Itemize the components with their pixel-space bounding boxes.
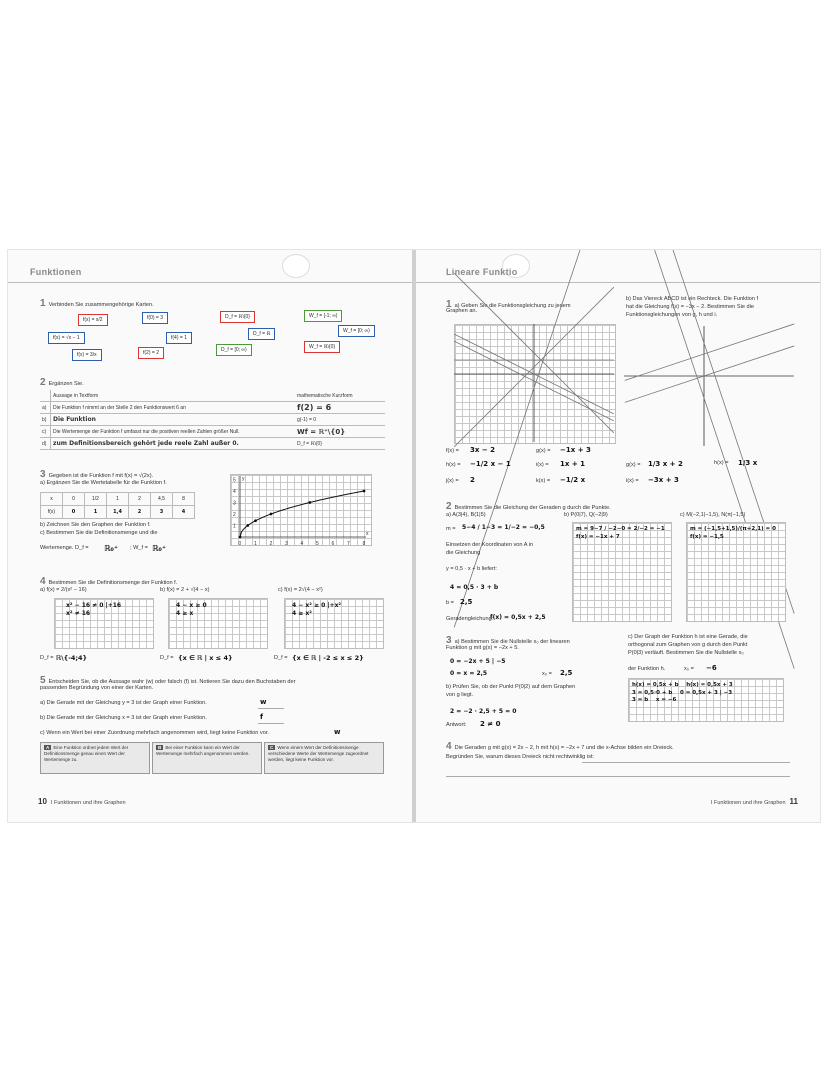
ex5-b: b) Die Gerade mit der Gleichung x = 3 ist der Graph einer Funktion.	[40, 715, 207, 721]
card: f(4) = 1	[166, 332, 192, 344]
eq-value: 2	[470, 476, 475, 484]
page-title: Lineare Funktio	[446, 267, 518, 277]
option-card-a: A Eine Funktion ordnet jedem Wert der Definitionsmenge genau einen Wert der Wertemenge zu.	[40, 742, 150, 774]
x-tick-label: 1	[254, 541, 257, 547]
gerade-value: f(x) = 0,5x + 2,5	[490, 614, 546, 621]
card: f(x) = √x − 1	[48, 332, 85, 344]
y-tick-label: 4	[233, 489, 236, 495]
col-header: Aussage in Textform	[51, 390, 296, 402]
y-tick-label: 1	[233, 523, 236, 530]
left-footer: 10 I Funktionen und ihre Graphen	[38, 797, 126, 806]
table-header	[40, 390, 385, 402]
card: W_f = ℝ\{0}	[304, 341, 340, 353]
y-tick-label: 5	[233, 477, 236, 484]
r-ex1-a2: Graphen an.	[446, 308, 478, 314]
card: f(0) = 3	[142, 312, 168, 324]
work-c: h(x) = 0,5x + b h(x) = 0,5x + 3 3 = 0,5·0 + b 0 = 0,5x + 3 | −3 3 = b x = −6	[632, 682, 733, 704]
eq-label: i(x) =	[626, 478, 639, 484]
r-ex2-a: a) A(3|4), B(1|5)	[446, 512, 486, 518]
m-label: m =	[446, 526, 456, 532]
antwort-value: 2 ≠ 0	[480, 720, 501, 728]
eq-value: −1/2 x	[560, 476, 586, 484]
x-tick-label: 0	[238, 541, 242, 547]
card: f(2) = 2	[138, 347, 164, 359]
x-tick-label: 6	[331, 541, 335, 547]
b-value: 2,5	[460, 598, 473, 606]
df-result: ℝ\{-4;4}	[56, 654, 88, 662]
r-ex2-instruction: 2 Bestimmen Sie die Gleichung der Geraden g durch die Punkte.	[446, 501, 611, 512]
eq-label: i(x) =	[536, 462, 549, 468]
ex5-line1: 5 Entscheiden Sie, ob die Aussage wahr (w) oder falsch (f) ist. Notieren Sie dazu den Buchstaben der	[40, 675, 296, 686]
r-ex3-a2: Funktion g mit g(x) = −2x + 5.	[446, 645, 519, 651]
eq-label: k(x) =	[536, 478, 551, 484]
table-row: d) zum Definitionsbereich gehört jede reele Zahl außer 0. D_f = ℝ\{0}	[40, 438, 385, 450]
eq-label: h(x) =	[714, 460, 729, 466]
card: f(x) = x/2	[78, 314, 108, 326]
c-x0-value: −6	[706, 664, 717, 672]
function-line	[625, 324, 794, 380]
ex3-line1: 3 Gegeben ist die Funktion f mit f(x) = √(2x).	[40, 469, 154, 480]
x-tick-label: 7	[347, 541, 350, 547]
lines-graph	[454, 324, 614, 442]
eq-label: j(x) =	[446, 478, 459, 484]
card: D_f = [0; ∞)	[216, 344, 252, 356]
r-ex1-a1: 1 a) Geben Sie die Funktionsgleichung zu jedem	[446, 299, 571, 310]
r-ex3-c4: der Funktion h.	[628, 666, 666, 672]
left-page	[8, 250, 412, 822]
sqrt-graph	[230, 474, 370, 554]
x-row: x 0 1/2 1 2 4,5 8	[41, 493, 195, 506]
b-label: b =	[446, 600, 454, 606]
answer-line	[582, 762, 790, 763]
eq-value: 1/3 x + 2	[648, 460, 683, 468]
x-tick-label: 4	[300, 541, 304, 547]
eq-label: g(x) =	[626, 462, 641, 468]
textbook-spread	[8, 250, 820, 822]
ex5-a: a) Die Gerade mit der Gleichung y = 3 ist der Graph einer Funktion.	[40, 700, 207, 706]
r-ex4-line1: 4 Die Geraden g mit g(x) = 2x − 2, h mit h(x) = −2x + 7 und die x-Achse bilden ein Dreieck.	[446, 741, 674, 752]
ex3-line-b: b) Zeichnen Sie den Graphen der Funktion f.	[40, 522, 151, 528]
work-c: 4 − x² ≥ 0 |+x² 4 ≥ x²	[292, 602, 342, 617]
r-ex1-b3: Funktionsgleichungen von g, h und i.	[626, 312, 718, 318]
work-b: m = 9−7 / −2−0 = 2/−2 = −1 f(x) = −1x + 7	[576, 526, 665, 540]
table-row: c) Die Wertemenge der Funktion f umfasst nur die positiven reellen Zahlen größer Null. Wf = ℝ⁺\{0}	[40, 426, 385, 438]
statement-table	[40, 390, 385, 450]
work-line: 2 = −2 · 2,5 + 5 = 0	[450, 708, 517, 715]
answer-c: w	[334, 728, 341, 736]
card: W_f = [0; ∞)	[338, 325, 375, 337]
eq-value: 1/3 x	[738, 459, 758, 467]
answer-b: f	[260, 713, 264, 721]
r-ex1-b2: hat die Gleichung f(x) = −3x − 2. Bestimmen Sie die	[626, 304, 754, 310]
ex5-c: c) Wenn ein Wert bei einer Zuordnung mehrfach angenommen wird, liegt keine Funktion vor.	[40, 730, 269, 736]
answer-line	[258, 708, 284, 709]
x-axis-label: x	[366, 531, 369, 537]
curve-point	[270, 513, 273, 516]
df-answer: ℝ₀⁺	[104, 544, 119, 553]
y-axis-label: y	[242, 476, 245, 482]
einsetzen-2: die Gleichung	[446, 550, 481, 556]
eq-value: −1/2 x − 1	[470, 460, 511, 468]
eq-value: −3x + 3	[648, 476, 679, 484]
ex3-line-c2: Wertemenge. D_f =	[40, 545, 89, 551]
right-header	[416, 262, 820, 283]
wf-label: ; W_f =	[130, 545, 148, 551]
right-page	[416, 250, 820, 822]
r-ex3-a1: 3 a) Bestimmen Sie die Nullstelle x₀ der linearen	[446, 635, 570, 646]
wf-answer: ℝ₀⁺	[152, 544, 167, 553]
x-tick-label: 8	[362, 541, 366, 547]
r-ex3-c3: P(0|3) verläuft. Bestimmen Sie die Nullstelle x₀	[628, 650, 744, 656]
ex4-b: b) f(x) = 2 + √(4 − x)	[160, 587, 210, 593]
eq-label: h(x) =	[446, 462, 461, 468]
eq-value: 1x + 1	[560, 460, 585, 468]
curve-point	[239, 536, 242, 539]
y-tick-label: 3	[233, 500, 236, 507]
ex1-instruction: 1 Verbinden Sie zusammengehörige Karten.	[40, 298, 154, 309]
answer-line	[258, 723, 284, 724]
r-ex4-line2: Begründen Sie, warum dieses Dreieck nicht rechtwinklig ist:	[446, 754, 594, 760]
work-line: 0 = x = 2,5	[450, 670, 488, 677]
x-tick-label: 5	[316, 541, 319, 547]
curve-point	[308, 501, 311, 504]
r-ex3-c1: c) Der Graph der Funktion h ist eine Gerade, die	[628, 634, 748, 640]
answer-line	[446, 776, 790, 777]
df-label: D_f =	[160, 655, 174, 661]
col-header: mathematische Kurzform	[295, 390, 385, 402]
x-tick-label: 3	[285, 541, 288, 547]
m-value: 5−4 / 1−3 = 1/−2 = −0,5	[462, 524, 545, 531]
r-ex2-b: b) P(0|7), Q(−2|9)	[564, 512, 608, 518]
table-row: b) Die Funktion g(-1) = 0	[40, 414, 385, 426]
option-card-c: C Wenn einem Wert der Definitionsmenge verschiedene Werte der Wertemenge zugeordnet werden, liegt keine Funktion vor.	[264, 742, 384, 774]
right-footer: I Funktionen und ihre Graphen 11	[710, 797, 798, 806]
card: f(x) = 3/x	[72, 349, 102, 361]
answer-a: w	[260, 698, 267, 706]
eq-label: g(x) =	[536, 448, 551, 454]
ex4-instruction: 4 Bestimmen Sie die Definitionsmenge der Funktion f.	[40, 576, 178, 587]
df-result: {x ∈ ℝ | -2 ≤ x ≤ 2}	[292, 654, 364, 662]
curve-point	[363, 490, 366, 493]
ex3-line-a: a) Ergänzen Sie die Wertetabelle für die Funktion f.	[40, 480, 167, 486]
curve-point	[254, 519, 257, 522]
card: D_f = ℝ	[248, 328, 275, 340]
x-tick-label: 2	[269, 541, 273, 547]
left-header	[8, 262, 412, 283]
y-equation: y = 0,5 · x + b liefert:	[446, 566, 497, 572]
function-curve	[240, 491, 364, 537]
r-ex3-c2: orthogonal zum Graphen von g durch den Punkt	[628, 642, 748, 648]
r-ex1-b1: b) Das Viereck ABCD ist ein Rechteck. Die Funktion f	[626, 296, 759, 302]
x0-value: 2,5	[560, 669, 573, 677]
ex4-a: a) f(x) = 2/(x² − 16)	[40, 587, 87, 593]
df-label: D_f =	[274, 655, 288, 661]
work-b: 4 − x ≥ 0 4 ≥ x	[176, 602, 207, 617]
eq-label: f(x) =	[446, 448, 459, 454]
rectangle-graph	[624, 326, 794, 446]
card: D_f = ℝ\{0}	[220, 311, 255, 323]
c-x0-label: x₀ =	[684, 666, 694, 672]
df-result: {x ∈ ℝ | x ≤ 4}	[178, 654, 233, 662]
df-label: D_f =	[40, 655, 54, 661]
eq-value: −1x + 3	[560, 446, 591, 454]
option-card-b: B Bei einer Funktion kann ein Wert der Wertemenge mehrfach angenommen werden.	[152, 742, 262, 774]
value-table	[40, 492, 195, 519]
eq-value: 3x − 2	[470, 446, 495, 454]
work-a: x² − 16 ≠ 0 |+16 x² ≠ 16	[66, 602, 122, 617]
fx-row: f(x) 0 1 1,4 2 3 4	[41, 506, 195, 519]
r-ex3-b1: b) Prüfen Sie, ob der Punkt P(0|2) auf dem Graphen	[446, 684, 576, 690]
einsetzen-1: Einsetzen der Koordinaten von A in	[446, 542, 534, 548]
ex2-instruction: 2 Ergänzen Sie.	[40, 377, 84, 388]
x0-label: x₀ =	[542, 671, 552, 677]
r-ex3-b2: von g liegt.	[446, 692, 474, 698]
gerade-label: Geradengleichung:	[446, 616, 494, 622]
function-line	[625, 346, 794, 402]
y-tick-label: 2	[233, 512, 236, 518]
curve-point	[246, 524, 249, 527]
page-title: Funktionen	[30, 267, 82, 277]
ex3-line-c: c) Bestimmen Sie die Definitionsmenge und die	[40, 530, 158, 536]
table-row: a) Die Funktion f nimmt an der Stelle 2 den Funktionswert 6 an f(2) = 6	[40, 402, 385, 414]
work-line: 0 = −2x + 5 | −5	[450, 658, 506, 665]
card: W_f = [-1; ∞)	[304, 310, 342, 322]
r-ex2-c: c) M(−2,1|−1,5), N(π|−1,5)	[680, 512, 746, 518]
antwort-label: Antwort:	[446, 722, 467, 728]
work-line: 4 = 0,5 · 3 + b	[450, 584, 499, 591]
ex5-line2: passenden Begründung von einer der Karten.	[40, 685, 154, 691]
work-c: m = (−1,5+1,5)/(π+2,1) = 0 f(x) = −1,5	[690, 526, 776, 540]
ex4-c: c) f(x) = 2√(4 − x²)	[278, 587, 323, 593]
